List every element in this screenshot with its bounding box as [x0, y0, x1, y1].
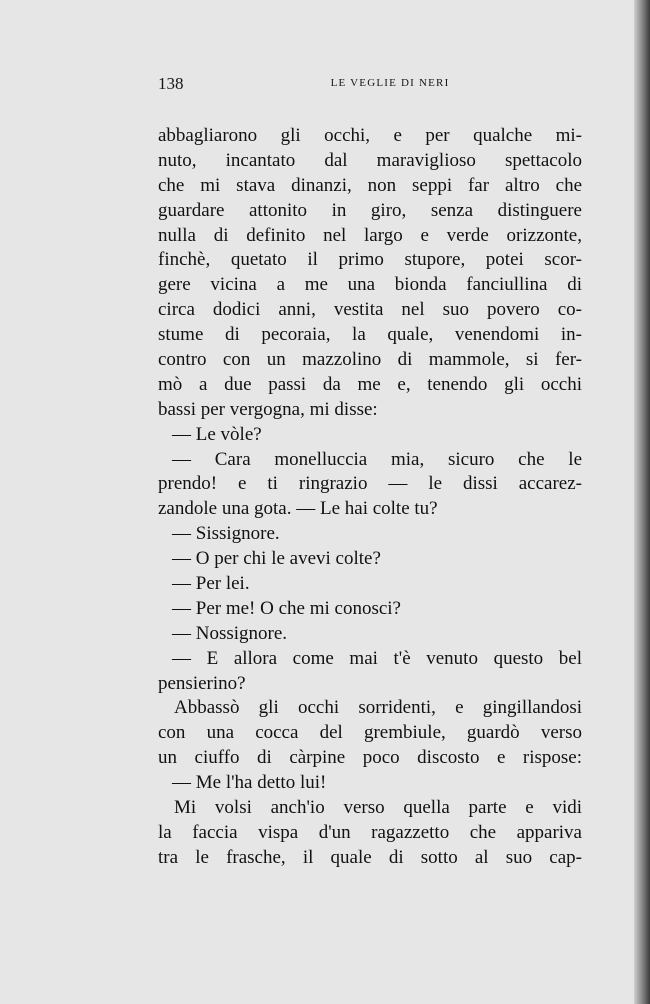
text-line: mò a due passi da me e, tenendo gli occhi: [158, 373, 582, 395]
dialogue-line: — Sissignore.: [172, 523, 280, 545]
dialogue-line: — O per chi le avevi colte?: [172, 548, 381, 570]
text-line: contro con un mazzolino di mammole, si fer-: [158, 349, 582, 371]
text-line: nulla di definito nel largo e verde orizzonte,: [158, 224, 582, 246]
text-line: bassi per vergogna, mi disse:: [158, 398, 378, 420]
text-line: circa dodici anni, vestita nel suo povero co-: [158, 299, 582, 321]
page-edge-shadow: [634, 0, 650, 1004]
dialogue-line: — Per me! O che mi conosci?: [172, 597, 401, 619]
dialogue-line: — Le vòle?: [172, 423, 262, 445]
text-line: la faccia vispa d'un ragazzetto che appariva: [158, 821, 582, 843]
body-text: [158, 124, 582, 871]
text-line: finchè, quetato il primo stupore, potei scor-: [158, 249, 582, 271]
text-line: stume di pecoraia, la quale, venendomi in-: [158, 324, 582, 346]
text-line: abbagliarono gli occhi, e per qualche mi-: [158, 125, 582, 146]
dialogue-line: — Cara monelluccia mia, sicuro che le: [172, 448, 582, 470]
text-line: con una cocca del grembiule, guardò verso: [158, 722, 582, 744]
page-header: [158, 74, 582, 98]
dialogue-line: — Nossignore.: [172, 622, 288, 644]
paragraph-line: Abbassò gli occhi sorridenti, e gingillandosi: [174, 697, 582, 719]
dialogue-line: — E allora come mai t'è venuto questo bel: [172, 647, 582, 669]
text-line: prendo! e ti ringrazio — le dissi accarez-: [158, 473, 582, 495]
running-title: LE VEGLIE DI NERI: [330, 77, 450, 89]
text-line: guardare attonito in giro, senza distinguere: [158, 199, 582, 221]
text-line: un ciuffo di càrpine poco discosto e rispose:: [158, 747, 582, 769]
paragraph-line: Mi volsi anch'io verso quella parte e vidi: [174, 797, 582, 819]
text-line: gere vicina a me una bionda fanciullina di: [158, 274, 582, 296]
text-line: tra le frasche, il quale di sotto al suo cap-: [158, 846, 582, 868]
text-line: nuto, incantato dal maraviglioso spettacolo: [158, 149, 582, 171]
dialogue-line: — Per lei.: [172, 573, 250, 595]
dialogue-line: — Me l'ha detto lui!: [172, 772, 327, 794]
page-number: 138: [158, 74, 184, 93]
text-line: pensierino?: [158, 672, 246, 694]
text-line: che mi stava dinanzi, non seppi far altro che: [158, 174, 582, 196]
text-line: zandole una gota. — Le hai colte tu?: [158, 498, 438, 520]
